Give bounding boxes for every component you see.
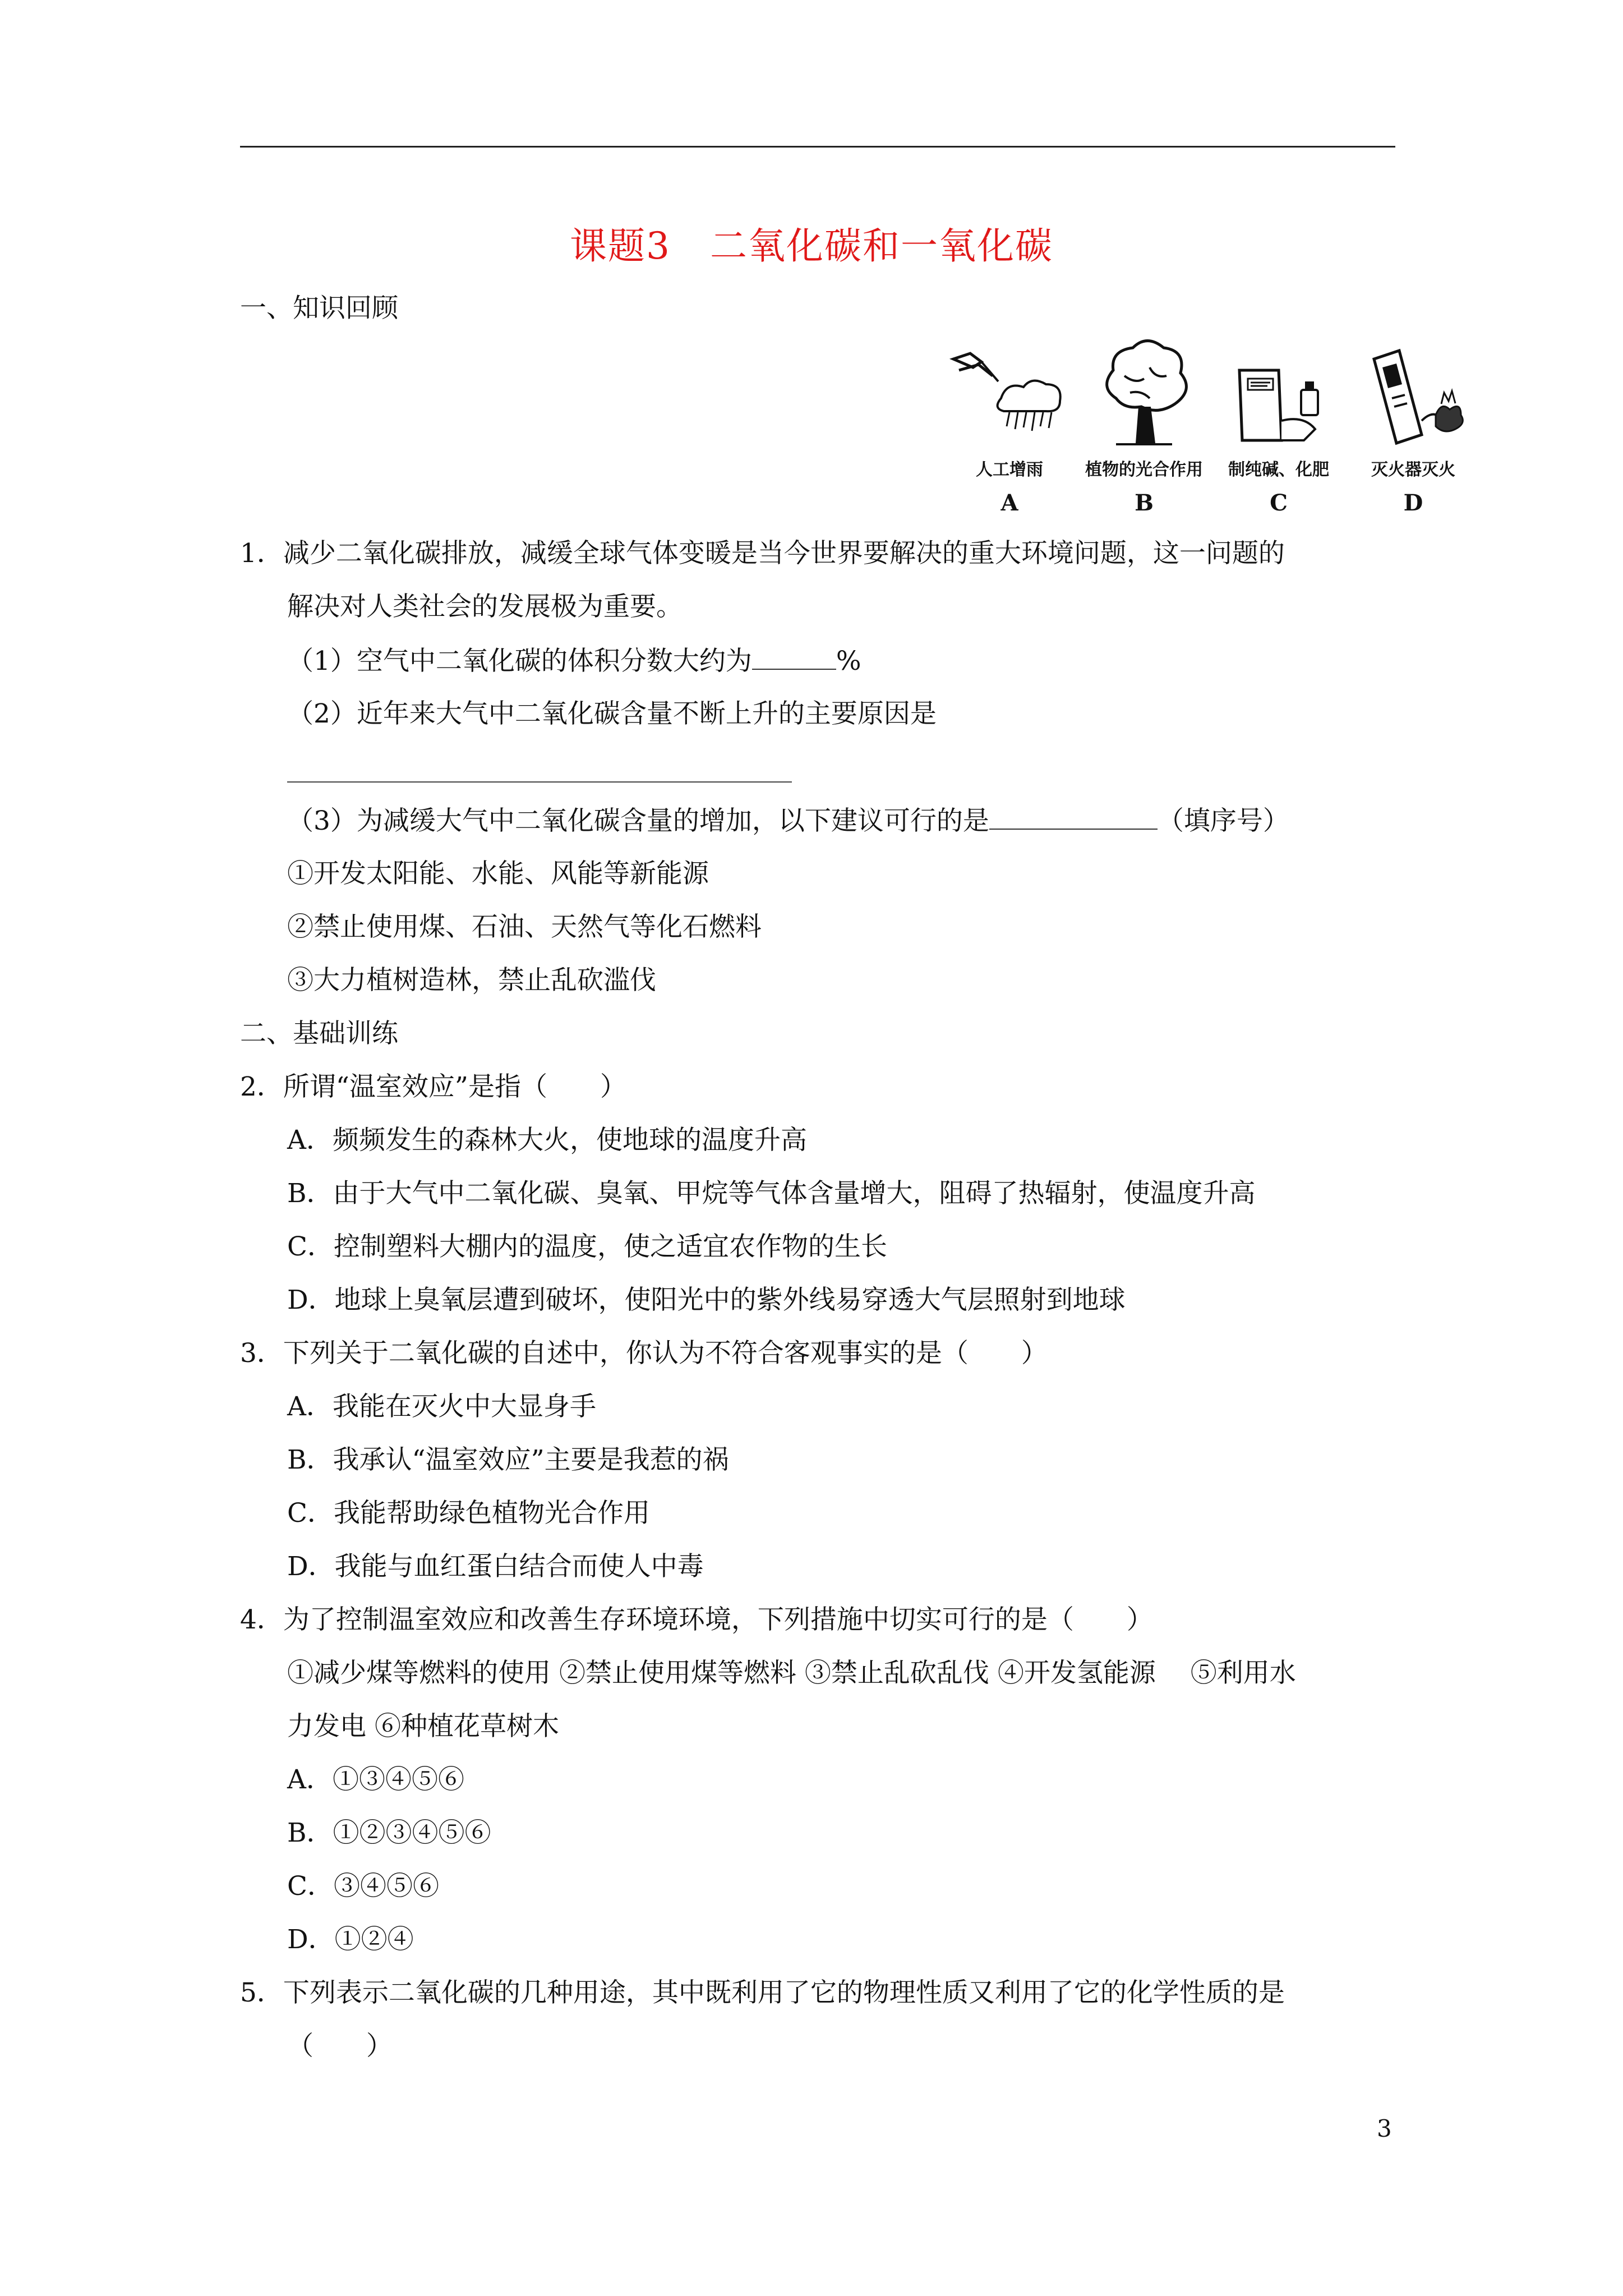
q3-option-a: A．我能在灭火中大显身手 [287, 1391, 596, 1422]
figure-b-letter: B [1135, 490, 1154, 516]
q4-items-line2: 力发电 ⑥种植花草树木 [287, 1711, 559, 1742]
page-number: 3 [1377, 2115, 1392, 2142]
q4-option-a: A．①③④⑤⑥ [287, 1764, 464, 1795]
section-heading-review: 一、知识回顾 [240, 293, 398, 324]
q1-part2-text: （2）近年来大气中二氧化碳含量不断上升的主要原因是 [287, 698, 937, 729]
section-heading-basic-training: 二、基础训练 [240, 1018, 398, 1049]
q4-option-d: D．①②④ [287, 1924, 414, 1955]
figure-c-letter: C [1270, 490, 1288, 516]
q2-option-d: D．地球上臭氧层遭到破坏，使阳光中的紫外线易穿透大气层照射到地球 [287, 1285, 1126, 1315]
q1-option-3: ③大力植树造林，禁止乱砍滥伐 [287, 965, 656, 996]
q1-stem-line2: 解决对人类社会的发展极为重要。 [287, 591, 683, 622]
rain-cloud-icon [948, 337, 1071, 454]
q1-part3-text: （3）为减缓大气中二氧化碳含量的增加，以下建议可行的是 [287, 806, 989, 836]
figure-c [1217, 337, 1340, 527]
q3-option-c: C．我能帮助绿色植物光合作用 [287, 1498, 650, 1529]
q1-part1 [287, 644, 861, 678]
title-topic: 二氧化碳和一氧化碳 [710, 224, 1053, 268]
figure-d-caption: 灭火器灭火 [1371, 460, 1455, 480]
q2-stem: 2．所谓“温室效应”是指（ ） [240, 1071, 626, 1102]
co2-uses-figure [948, 337, 1497, 527]
q3-option-d: D．我能与血红蛋白结合而使人中毒 [287, 1551, 704, 1582]
q4-items-line1: ①减少煤等燃料的使用 ②禁止使用煤等燃料 ③禁止乱砍乱伐 ④开发氢能源 ⑤利用水 [287, 1658, 1296, 1688]
figure-d-letter: D [1403, 490, 1423, 516]
figure-a-letter: A [1000, 490, 1018, 516]
q1-part2-answer-blank[interactable] [287, 781, 792, 783]
q1-part1-answer-blank[interactable] [752, 644, 836, 670]
title-lesson-number: 课题3 [570, 224, 671, 268]
q2-option-b: B．由于大气中二氧化碳、臭氧、甲烷等气体含量增大，阻碍了热辐射，使温度升高 [287, 1178, 1256, 1209]
page-title [0, 216, 1623, 269]
fertilizer-bag-icon [1217, 337, 1340, 454]
q5-answer-paren: （ ） [287, 2031, 393, 2062]
q4-stem: 4．为了控制温室效应和改善生存环境环境，下列措施中切实可行的是（ ） [240, 1604, 1153, 1635]
q5-stem: 5．下列表示二氧化碳的几种用途，其中既利用了它的物理性质又利用了它的化学性质的是 [240, 1977, 1285, 2008]
q4-option-c: C．③④⑤⑥ [287, 1871, 439, 1902]
fire-extinguisher-icon [1352, 337, 1475, 454]
figure-c-caption: 制纯碱、化肥 [1228, 460, 1329, 480]
q4-option-b: B．①②③④⑤⑥ [287, 1818, 491, 1848]
tree-icon [1082, 337, 1206, 454]
q1-option-2: ②禁止使用煤、石油、天然气等化石燃料 [287, 912, 762, 942]
q2-option-c: C．控制塑料大棚内的温度，使之适宜农作物的生长 [287, 1231, 887, 1262]
q1-stem-line1: 1．减少二氧化碳排放，减缓全球气体变暖是当今世界要解决的重大环境问题，这一问题的 [240, 538, 1285, 569]
q1-part3 [287, 804, 1289, 838]
header-rule [240, 146, 1395, 148]
figure-b [1082, 337, 1206, 527]
figure-d [1352, 337, 1475, 527]
q1-part3-answer-blank[interactable] [989, 804, 1158, 830]
q3-option-b: B．我承认“温室效应”主要是我惹的祸 [287, 1444, 729, 1475]
q1-part1-text: （1）空气中二氧化碳的体积分数大约为 [287, 646, 752, 677]
figure-b-caption: 植物的光合作用 [1085, 460, 1203, 480]
q3-stem: 3．下列关于二氧化碳的自述中，你认为不符合客观事实的是（ ） [240, 1338, 1048, 1369]
q2-option-a: A．频频发生的森林大火，使地球的温度升高 [287, 1125, 807, 1156]
figure-a [948, 337, 1071, 527]
q1-part1-unit: % [836, 646, 861, 677]
figure-a-caption: 人工增雨 [976, 460, 1043, 480]
q1-part3-note: （填序号） [1157, 806, 1289, 836]
q1-option-1: ①开发太阳能、水能、风能等新能源 [287, 858, 709, 889]
